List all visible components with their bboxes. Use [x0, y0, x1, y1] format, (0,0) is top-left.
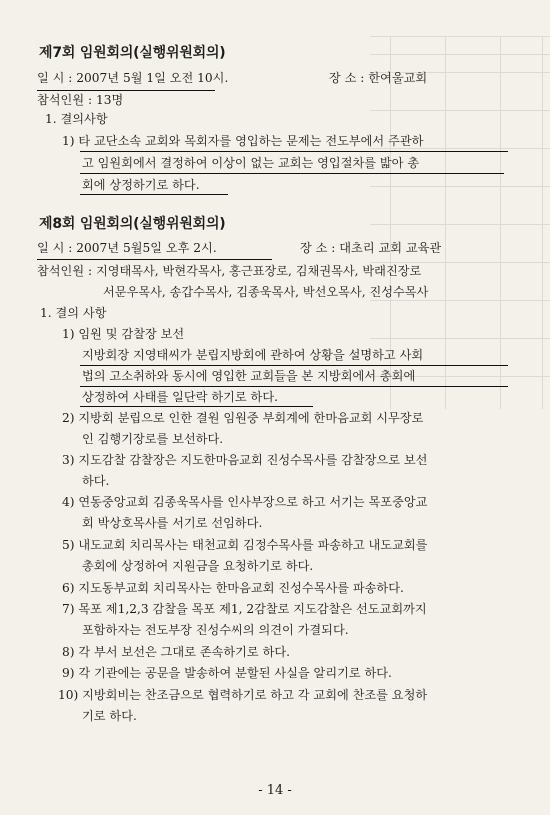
resolution-item: 회 박상호목사를 서기로 선임하다. — [82, 516, 263, 530]
meeting8-title: 제8회 임원회의(실행위원회의) — [39, 216, 226, 232]
meeting7-title: 제7회 임원회의(실행위원회의) — [39, 45, 226, 61]
resolution-item: 하다. — [82, 474, 110, 488]
resolution-underline — [80, 365, 508, 366]
resolution-item: 8) 각 부서 보선은 그대로 존속하기로 하다. — [62, 645, 290, 659]
meeting8-date-underline — [37, 259, 272, 260]
resolution-item: 포함하자는 전도부장 진성수씨의 의견이 가결되다. — [82, 623, 349, 637]
resolution-item: 10) 지방회비는 찬조금으로 협력하기로 하고 각 교회에 찬조를 요청하 — [58, 688, 428, 702]
meeting7-item-underline — [80, 194, 228, 195]
meeting8-section-heading: 1. 결의 사항 — [40, 306, 107, 320]
meeting7-item-underline — [80, 151, 508, 152]
resolution-item: 기로 하다. — [82, 709, 137, 723]
meeting7-place: 장 소 : 한여울교회 — [329, 71, 428, 85]
resolution-item: 9) 각 기관에는 공문을 발송하여 분할된 사실을 알리기로 하다. — [62, 666, 392, 680]
meeting8-date: 일 시 : 2007년 5월5일 오후 2시. — [37, 241, 217, 255]
resolution-item: 6) 지도동부교회 치리목사는 한마음교회 진성수목사를 파송하다. — [62, 581, 404, 595]
meeting8-attendees: 참석인원 : 지영태목사, 박현각목사, 홍근표장로, 김채권목사, 박래진장로 — [37, 264, 422, 278]
page-number: - 14 - — [258, 783, 292, 798]
meeting7-item-line: 1) 타 교단소속 교회와 목회자를 영입하는 문제는 전도부에서 주관하 — [62, 134, 424, 148]
meeting7-section-heading: 1. 결의사항 — [45, 112, 108, 126]
resolution-item: 총회에 상정하여 지원금을 요청하기로 하다. — [82, 559, 314, 573]
meeting7-date-underline — [37, 90, 215, 91]
resolution-item: 5) 내도교회 치리목사는 태천교회 김정수목사를 파송하고 내도교회를 — [62, 538, 428, 552]
meeting7-item-line: 회에 상정하기로 하다. — [82, 178, 200, 192]
resolution-item: 7) 목포 제1,2,3 감찰을 목포 제1, 2감찰로 지도감찰은 선도교회까지 — [62, 602, 427, 616]
resolution-item: 1) 임원 및 감찰장 보선 — [62, 327, 185, 341]
resolution-underline — [80, 406, 313, 407]
resolution-item: 2) 지방회 분립으로 인한 결원 임원중 부회계에 한마음교회 시무장로 — [62, 411, 424, 425]
meeting7-attendees: 참석인원 : 13명 — [37, 93, 124, 107]
resolution-item: 지방회장 지영태씨가 분립지방회에 관하여 상황을 설명하고 사회 — [82, 348, 424, 362]
meeting7-item-line: 고 임원회에서 결정하여 이상이 없는 교회는 영입절차를 밟아 총 — [82, 156, 420, 170]
meeting7-item-underline — [80, 173, 504, 174]
resolution-item: 3) 지도감찰 감찰장은 지도한마음교회 진성수목사를 감찰장으로 보선 — [62, 453, 428, 467]
resolution-item: 법의 고소취하와 동시에 영입한 교회들을 본 지방회에서 총회에 — [82, 369, 416, 383]
resolution-item: 상정하여 사태를 일단락 하기로 하다. — [82, 390, 278, 404]
meeting8-place: 장 소 : 대초리 교회 교육관 — [300, 241, 442, 255]
resolution-item: 4) 연동중앙교회 김종욱목사를 인사부장으로 하고 서기는 목포중앙교 — [62, 495, 428, 509]
resolution-item: 인 김행기장로를 보선하다. — [82, 432, 224, 446]
meeting7-date: 일 시 : 2007년 5월 1일 오전 10시. — [37, 71, 229, 85]
resolution-underline — [80, 386, 508, 387]
meeting8-attendees: 서문우목사, 송갑수목사, 김종욱목사, 박선오목사, 진성수목사 — [103, 285, 429, 299]
